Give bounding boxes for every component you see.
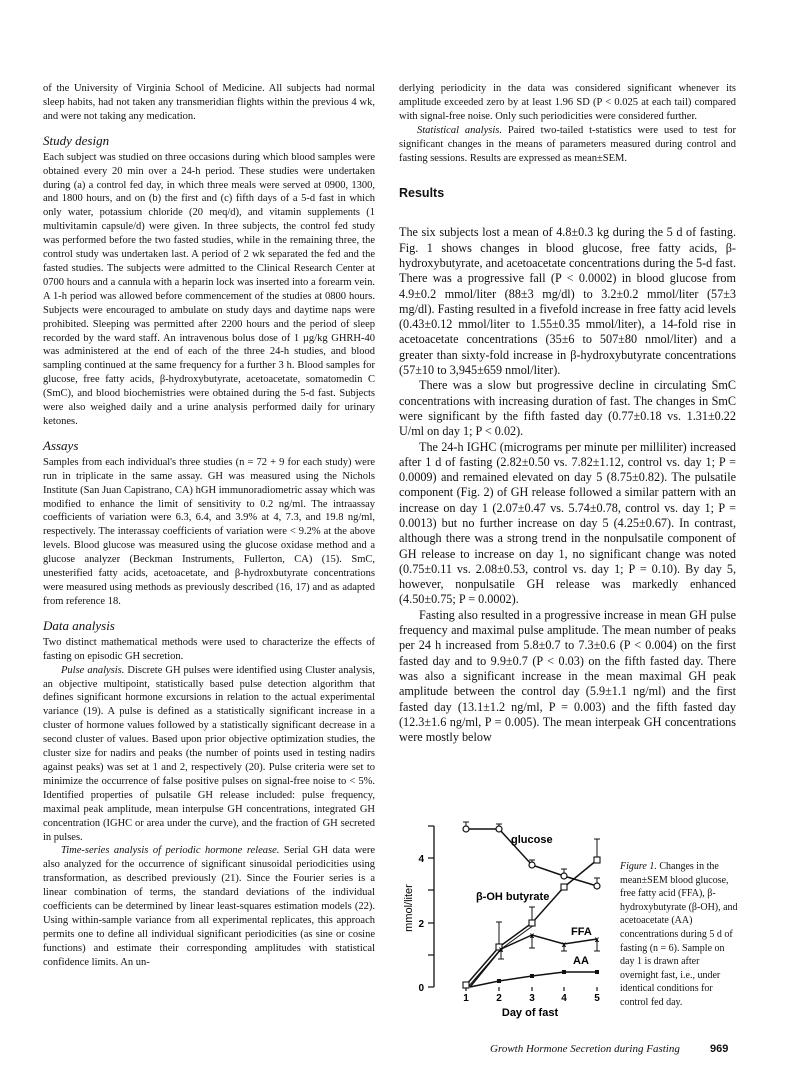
statistical-analysis-label: Statistical analysis. bbox=[417, 124, 502, 136]
svg-text:x: x bbox=[594, 935, 600, 944]
y-tick-4: 4 bbox=[418, 854, 424, 865]
svg-text:x: x bbox=[529, 931, 535, 940]
aa-label: AA bbox=[573, 955, 589, 967]
timeseries-text: Serial GH data were also analyzed for the occurrence of significant sinusoidal periodicities using transformation, as described previously (21). Since the Fourier series is a linear combination of terms, the standard deviations of the individual coefficients can be determined by linear least-squares estimation models (22). Using within-sample variance from all experimental replicates, this approach permits one to define all individual significant periodicities (as sine or cosine functions) and estimate their corresponding amplitudes with statistical confidence limits. An un- bbox=[43, 845, 375, 968]
svg-text:x: x bbox=[498, 945, 504, 954]
results-body bbox=[399, 225, 736, 745]
x-tick-2: 2 bbox=[496, 993, 502, 1004]
data-analysis-intro: Two distinct mathematical methods were used to characterize the effects of fasting on episodic GH secretion. bbox=[43, 636, 375, 662]
data-analysis-heading: Data analysis bbox=[43, 617, 115, 633]
results-heading: Results bbox=[399, 186, 445, 201]
results-paragraph-4: Fasting also resulted in a progressive increase in mean GH pulse frequency and maximal pulse amplitude. The mean number of peaks per 24 h increased from 5.8±0.7 to 7.3±0.6 (P < 0.004) on the first fasted day and to 9.9±0.7 (P < 0.03) on the fifth fasted day. There was also a significant increase in the mean maximal GH peak amplitude between the control day (5.9±1.1 ng/ml) and the first fasted day (13.1±1.2 ng/ml, P = 0.003) and the fifth fasted day (12.3±1.6 ng/ml, P = 0.005). The mean interpeak GH concentrations were mostly below bbox=[399, 607, 736, 745]
x-tick-1: 1 bbox=[463, 993, 469, 1004]
left-column bbox=[43, 82, 375, 970]
pulse-analysis-label: Pulse analysis. bbox=[61, 664, 125, 676]
figure-caption-text: Changes in the mean±SEM blood glucose, free fatty acid (FFA), β-hydroxybutyrate (β-OH), and acetoacetate (AA) concentrations during 5 d of fasting (n = 6). Sample on day 1 is drawn after overnight fast, i.e., under identical conditions for control fed day. bbox=[620, 861, 738, 1008]
figure-1-caption bbox=[620, 860, 740, 1010]
results-paragraph-1: The six subjects lost a mean of 4.8±0.3 kg during the 5 d of fasting. Fig. 1 shows changes in blood glucose, free fatty acids, β-hydroxybutyrate, and acetoacetate concentrations during the 5-d fast. There was a progressive fall (P < 0.0002) in blood glucose from 4.9±0.2 mmol/liter (88±3 mg/dl) to 3.2±0.2 mmol/liter (57±3 mg/dl). Fasting resulted in a fivefold increase in free fatty acid levels (0.43±0.12 mmol/liter to 1.55±0.35 mmol/liter), a 14-fold rise in acetoacetate concentrations (35±6 to 507±80 nmol/liter) and a greater than sixty-fold increase in β-hydroxybutyrate concentrations (57±10 to 3,945±659 nmol/liter). bbox=[399, 225, 736, 378]
figure-caption-label: Figure 1. bbox=[620, 861, 657, 872]
intro-paragraph: of the University of Virginia School of Medicine. All subjects had normal sleep habits, had not taken any transmeridian flights within the previous 4 wk, and were not taking any medication. bbox=[43, 83, 375, 122]
statistical-analysis-paragraph bbox=[399, 124, 736, 166]
pulse-analysis-text: Discrete GH pulses were identified using Cluster analysis, an objective multipoint, statistically based pulse detection algorithm that defines significant hormone excursions in relation to the actual experimental variance (19). A pulse is defined as a statistically significant increase in a cluster of hormone values followed by a statistically significant decrease in a second cluster of values. Based upon prior objective optimization studies, the cluster size for nadirs and peaks (the number of points used in testing nadirs against peaks) was set at 1 and 2, respectively (20). Pulse criteria were set to minimize the occurrence of false positive pulses on signal-free noise to < 5%. Identified properties of pulsatile GH release included: pulse frequency, maximal peak amplitude, mean interpulse GH concentrations, integrated GH concentration (IGHC or area under the curve), and the fraction of GH secreted in pulses. bbox=[43, 664, 376, 843]
figure-1-chart bbox=[400, 790, 610, 1025]
statistical-analysis-text: Paired two-tailed t-statistics were used to test for significant changes in the means of parameters measured during control and fasting sessions. Results are expressed as mean±SEM. bbox=[399, 124, 736, 164]
x-tick-5: 5 bbox=[594, 993, 600, 1004]
right-column bbox=[399, 82, 736, 745]
y-tick-0: 0 bbox=[418, 983, 424, 994]
x-tick-3: 3 bbox=[529, 993, 535, 1004]
study-design-heading: Study design bbox=[43, 132, 110, 148]
assays-text: Samples from each individual's three studies (n = 72 + 9 for each study) were run in triplicate in the same assay. GH was measured using the Nichols Institute (San Juan Capistrano, CA) hGH immunoradiometric assay which was modified to enhance the limit of sensitivity to 0.2 ng/ml. The intraassay coefficients of variation were 6.3, 6.4, and 3.9% at 4, 7.3, and 19.8 ng/ml, respectively. The interassay coefficients of variation were < 9.2% at the above levels. Blood glucose was measured using the glucose oxidase method and a glucose analyzer (Beckman Instruments, Fullerton, CA) (15). SmC, unesterified fatty acids, acetoacetate, and β-hydroxbutyrate concentrations were measured using methods as previously described (16, 17) and as adapted from reference 18. bbox=[43, 456, 375, 607]
running-title: Growth Hormone Secretion during Fasting bbox=[490, 1043, 680, 1055]
assays-heading: Assays bbox=[43, 437, 79, 453]
ffa-label: FFA bbox=[571, 926, 592, 938]
beta-oh-butyrate-label: β-OH butyrate bbox=[476, 891, 550, 903]
x-tick-4: 4 bbox=[561, 993, 567, 1004]
y-tick-2: 2 bbox=[418, 919, 424, 930]
page-number: 969 bbox=[710, 1043, 729, 1055]
results-paragraph-3: The 24-h IGHC (micrograms per minute per milliliter) increased after 1 d of fasting (2.82±0.50 vs. 7.82±1.12, control vs. day 1; P = 0.0009) and remained elevated on day 5 (8.75±0.82). The pulsatile component (Fig. 2) of GH release followed a similar pattern with an increase on day 1 (2.07±0.47 vs. 5.74±0.78, control vs. day 1; P = 0.0013) but no further increase on day 5 (4.25±0.67). In contrast, although there was a strong trend in the nonpulsatile component of GH release to increase on day 1, no significant change was noted (0.75±0.11 vs. 2.08±0.53, control vs. day 1; P = 0.10). By day 5, however, nonpulsatile GH release was markedly enhanced (4.50±0.75; P = 0.0002). bbox=[399, 439, 736, 607]
series-glucose bbox=[463, 822, 600, 889]
svg-text:x: x bbox=[561, 940, 567, 949]
glucose-label: glucose bbox=[511, 834, 553, 846]
results-paragraph-2: There was a slow but progressive decline in circulating SmC concentrations with increasing duration of fast. The changes in SmC were significant by the fifth fasted day (0.77±0.18 vs. 1.31±0.22 U/ml on day 1; P < 0.02). bbox=[399, 378, 736, 439]
pulse-analysis-paragraph bbox=[43, 664, 375, 845]
x-axis-label: Day of fast bbox=[501, 1007, 559, 1019]
timeseries-label: Time-series analysis of periodic hormone release. bbox=[61, 845, 280, 857]
line-chart bbox=[400, 790, 610, 1025]
y-axis-label: mmol/liter bbox=[403, 884, 415, 932]
continuation-paragraph: derlying periodicity in the data was considered significant whenever its amplitude exceeded zero by at least 1.96 SD (P < 0.025 at each tail) compared with signal-free noise. Only such periodicities were considered further. bbox=[399, 83, 736, 122]
study-design-text: Each subject was studied on three occasions during which blood samples were obtained every 20 min over a 24-h period. These studies were undertaken during (a) a control fed day, in which three meals were served at 0900, 1300, and 1800 hours, and on (b) the first and (c) fifth days of a 5-d fast in which only water, potassium chloride (20 meq/d), and vitamin supplements (1 multivitamin capsule/d) were given. In three subjects, the control fed study was performed before the two fasted studies, while in the remaining three, the control study was undertaken last. A period of 2 wk separated the fed and the fasted studies. The subjects were admitted to the Clinical Research Center at 0700 hours and a cannula with a heparin lock was inserted into a forearm vein. A 1-h period was allowed before commencement of the studies at 0800 hours. Subjects were encouraged to ambulate on study days and daytime naps were prohibited. Sleeping was permitted after 2200 hours and the period of sleep recorded by the ward staff. An intravenous bolus dose of 1 µg/kg GHRH-40 was administered at the end of each of the three 24-h studies, and blood sampling continued at the same frequency for a further 3 h. Blood samples for glucose, free fatty acids, β-hydroxybutyrate, acetoacetate, somatomedin C (SmC), and blood biochemistries were obtained during the 5-d fast. Subjects were also weighed daily and a urine analysis performed daily for urinary ketones. bbox=[43, 151, 375, 427]
timeseries-paragraph bbox=[43, 844, 375, 969]
series-aa bbox=[470, 955, 599, 987]
